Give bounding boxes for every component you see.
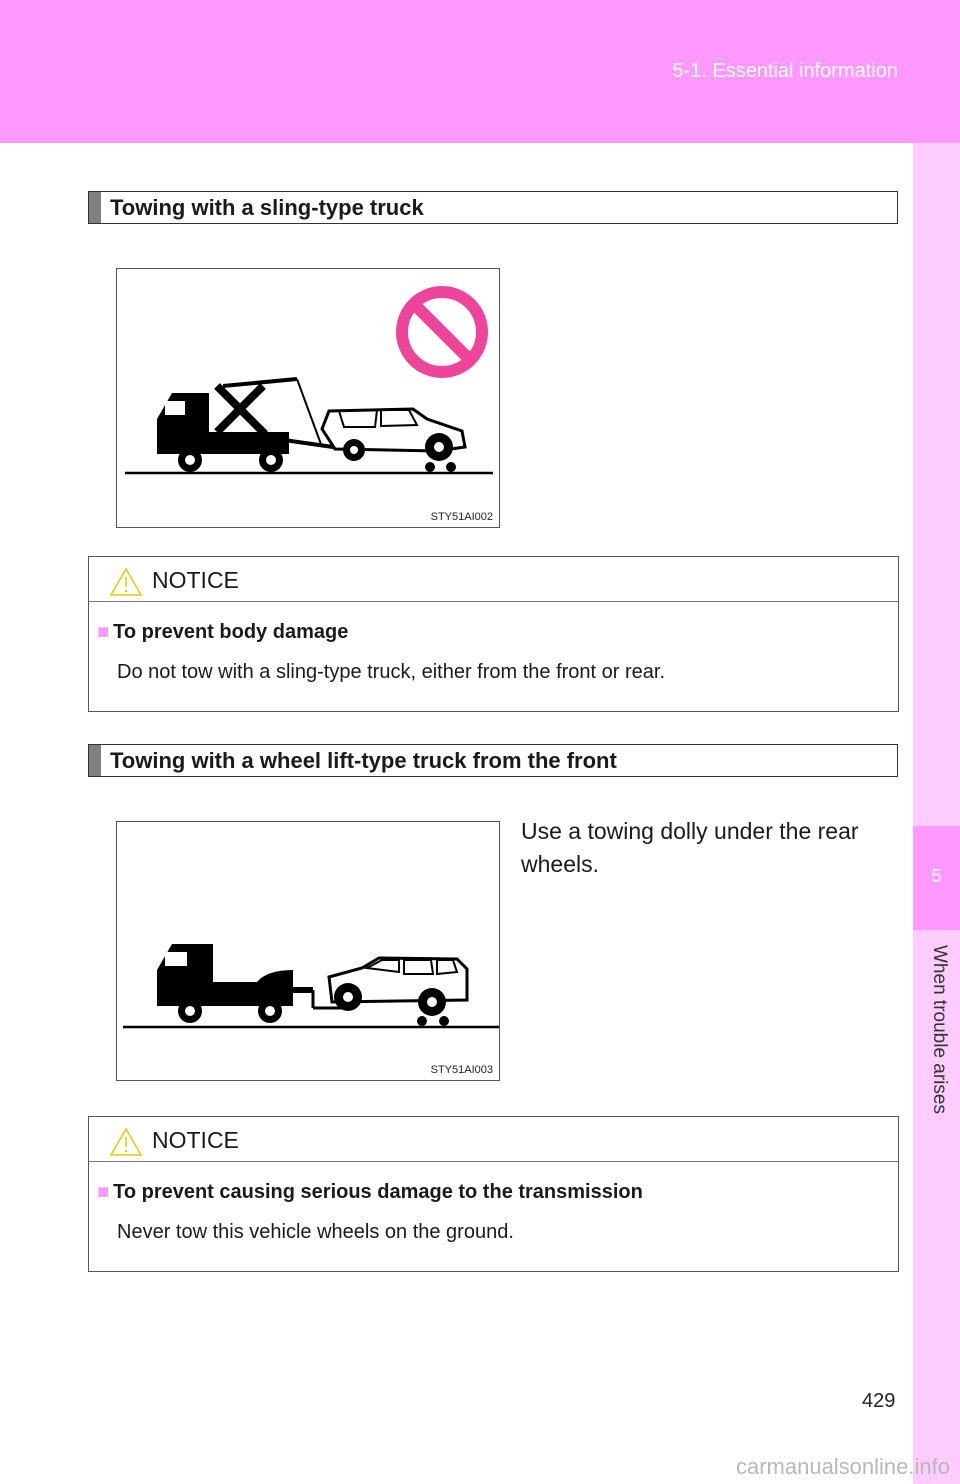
heading-bar bbox=[89, 192, 101, 223]
notice-box-body-damage bbox=[88, 556, 899, 712]
section-heading-wheel-lift bbox=[88, 744, 898, 777]
wheel-lift-truck-illustration bbox=[157, 944, 355, 1023]
figure-code: STY51AI002 bbox=[430, 511, 493, 523]
page-number: 429 bbox=[862, 1390, 896, 1412]
warning-triangle-icon bbox=[109, 1127, 143, 1157]
chapter-number: 5 bbox=[931, 866, 942, 886]
heading-bar bbox=[89, 745, 101, 776]
tow-truck-illustration bbox=[157, 379, 347, 472]
towing-dolly-instruction: Use a towing dolly under the rear wheels. bbox=[521, 818, 859, 877]
towed-vehicle-illustration bbox=[329, 958, 467, 1026]
notice-body: Never tow this vehicle wheels on the ground. bbox=[117, 1221, 514, 1243]
square-bullet-icon: ■ bbox=[97, 1181, 110, 1203]
footer-watermark[interactable]: carmanualsonline.info bbox=[735, 1454, 950, 1479]
notice-subtitle: ■ To prevent causing serious damage to the transmission bbox=[97, 1181, 643, 1203]
chapter-title: When trouble arises bbox=[929, 945, 950, 1114]
notice-title: NOTICE bbox=[152, 1127, 239, 1153]
section-heading-sling bbox=[88, 191, 898, 224]
heading-text: Towing with a wheel lift-type truck from the front bbox=[110, 748, 617, 773]
prohibited-icon bbox=[402, 292, 482, 372]
side-band bbox=[913, 143, 960, 1484]
square-bullet-icon: ■ bbox=[97, 621, 110, 643]
notice-subtitle: ■ To prevent body damage bbox=[97, 621, 349, 643]
notice-header bbox=[89, 557, 898, 602]
figure-code: STY51AI003 bbox=[430, 1064, 493, 1076]
section-label: 5-1. Essential information bbox=[672, 60, 898, 82]
towed-vehicle-illustration bbox=[322, 409, 465, 472]
notice-title: NOTICE bbox=[152, 567, 239, 593]
heading-text: Towing with a sling-type truck bbox=[110, 195, 424, 220]
warning-triangle-icon bbox=[109, 567, 143, 597]
notice-body: Do not tow with a sling-type truck, either from the front or rear. bbox=[117, 661, 666, 683]
notice-header bbox=[89, 1117, 898, 1162]
figure-sling-truck bbox=[116, 268, 500, 528]
figure-wheel-lift-truck bbox=[116, 821, 500, 1081]
notice-box-transmission bbox=[88, 1116, 899, 1272]
